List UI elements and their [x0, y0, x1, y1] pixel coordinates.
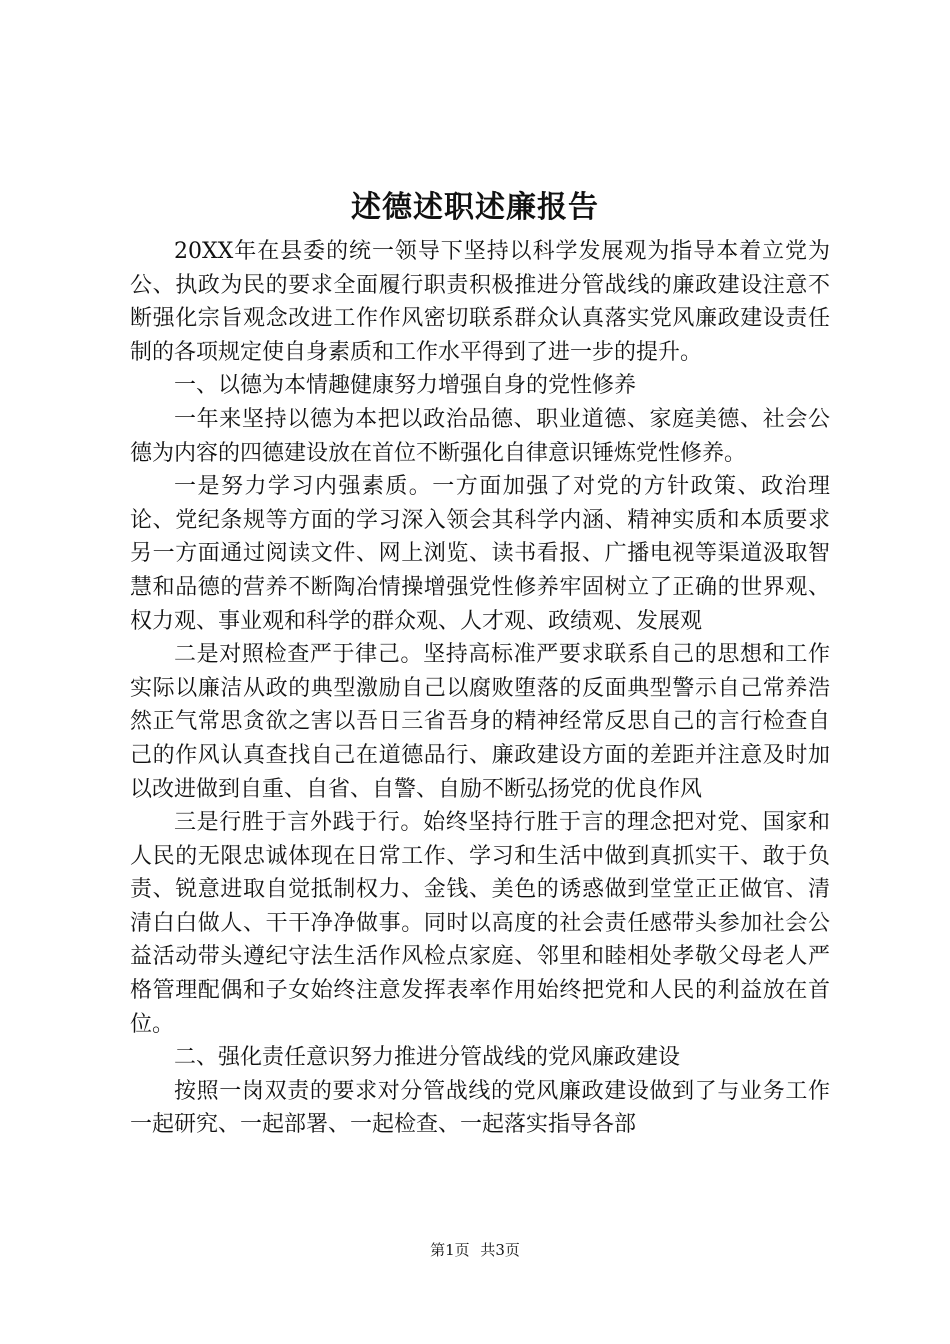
paragraph: 一年来坚持以德为本把以政治品德、职业道德、家庭美德、社会公德为内容的四德建设放在首位不断强化自律意识锤炼党性修养。: [130, 406, 830, 466]
paragraph: 二是对照检查严于律己。坚持高标准严要求联系自己的思想和工作实际以廉洁从政的典型激励自己以腐败堕落的反面典型警示自己常养浩然正气常思贪欲之害以吾日三省吾身的精神经常反思自己的言行检查自己的作风认真查找自己在道德品行、廉政建设方面的差距并注意及时加以改进做到自重、自省、自警、自励不断弘扬党的优良作风: [130, 642, 830, 802]
document-body: [130, 235, 830, 1142]
section-heading-1: 一、以德为本情趣健康努力增强自身的党性修养: [174, 373, 637, 399]
page-total: 共3页: [480, 1241, 520, 1259]
page-footer: [0, 1240, 950, 1260]
paragraph-intro: 20XX年在县委的统一领导下坚持以科学发展观为指导本着立党为公、执政为民的要求全面履行职责积极推进分管战线的廉政建设注意不断强化宗旨观念改进工作作风密切联系群众认真落实党风廉政建设责任制的各项规定使自身素质和工作水平得到了进一步的提升。: [130, 239, 830, 365]
paragraph: 按照一岗双责的要求对分管战线的党风廉政建设做到了与业务工作一起研究、一起部署、一起检查、一起落实指导各部: [130, 1078, 830, 1138]
paragraph: 一是努力学习内强素质。一方面加强了对党的方针政策、政治理论、党纪条规等方面的学习深入领会其科学内涵、精神实质和本质要求另一方面通过阅读文件、网上浏览、读书看报、广播电视等渠道汲取智慧和品德的营养不断陶冶情操增强党性修养牢固树立了正确的世界观、权力观、事业观和科学的群众观、人才观、政绩观、发展观: [130, 474, 830, 634]
page-number: 第1页: [430, 1241, 470, 1259]
paragraph: 三是行胜于言外践于行。始终坚持行胜于言的理念把对党、国家和人民的无限忠诚体现在日常工作、学习和生活中做到真抓实干、敢于负责、锐意进取自觉抵制权力、金钱、美色的诱惑做到堂堂正正做官、清清白白做人、干干净净做事。同时以高度的社会责任感带头参加社会公益活动带头遵纪守法生活作风检点家庭、邻里和睦相处孝敬父母老人严格管理配偶和子女始终注意发挥表率作用始终把党和人民的利益放在首位。: [130, 810, 830, 1037]
document-title: 述德述职述廉报告: [351, 190, 599, 225]
section-heading-2: 二、强化责任意识努力推进分管战线的党风廉政建设: [174, 1045, 681, 1071]
